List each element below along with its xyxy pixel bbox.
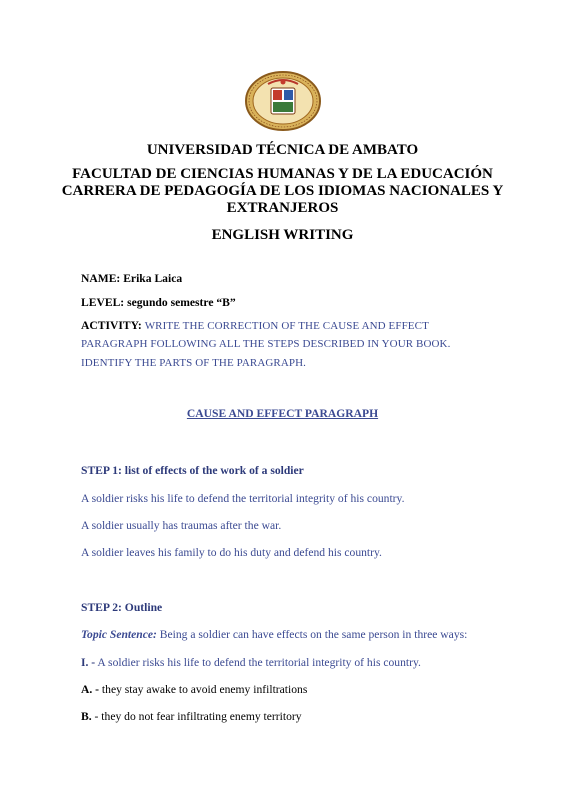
level-label: LEVEL: <box>81 296 125 309</box>
step2-title: STEP 2: Outline <box>81 601 163 614</box>
step1-item-1: A soldier risks his life to defend the territorial integrity of his country. <box>81 492 405 505</box>
point-b-label: B. <box>81 710 92 723</box>
university-name: UNIVERSIDAD TÉCNICA DE AMBATO <box>146 142 419 158</box>
topic-text: Being a soldier can have effects on the same person in three ways: <box>156 628 468 641</box>
point-a-text: they stay awake to avoid enemy infiltrations <box>99 683 308 696</box>
point1-text: A soldier risks his life to defend the territorial integrity of his country. <box>95 656 421 669</box>
activity-line-1 <box>81 319 429 332</box>
university-seal-logo <box>244 70 322 132</box>
outline-point-b <box>81 710 302 723</box>
activity-label: ACTIVITY: <box>81 319 142 332</box>
level-line <box>81 296 236 309</box>
faculty-line-3: EXTRANJEROS <box>226 200 339 216</box>
name-label: NAME: <box>81 272 121 285</box>
activity-line-2: PARAGRAPH FOLLOWING ALL THE STEPS DESCRIBED IN YOUR BOOK. <box>81 338 451 350</box>
activity-text-1: WRITE THE CORRECTION OF THE CAUSE AND EFFECT <box>144 320 429 332</box>
course-title: ENGLISH WRITING <box>211 227 354 243</box>
outline-point-1 <box>81 656 421 669</box>
outline-point-a <box>81 683 307 696</box>
name-value: Erika Laica <box>123 272 183 285</box>
faculty-heading <box>0 166 565 217</box>
level-value: segundo semestre “B” <box>127 296 236 309</box>
faculty-line-1: FACULTAD DE CIENCIAS HUMANAS Y DE LA EDUCACIÓN <box>72 166 493 182</box>
faculty-line-2: CARRERA DE PEDAGOGÍA DE LOS IDIOMAS NACIONALES Y <box>61 183 504 199</box>
point-a-label: A. - <box>81 683 100 696</box>
step1-item-3: A soldier leaves his family to do his duty and defend his country. <box>81 546 382 559</box>
topic-sentence <box>81 628 467 641</box>
step1-title: STEP 1: list of effects of the work of a soldier <box>81 464 304 477</box>
point-b-text: - they do not fear infiltrating enemy territory <box>91 710 302 723</box>
name-line <box>81 272 182 285</box>
step1-item-2: A soldier usually has traumas after the war. <box>81 519 282 532</box>
topic-label: Topic Sentence: <box>81 628 157 641</box>
section-title: CAUSE AND EFFECT PARAGRAPH <box>186 407 379 420</box>
point1-label: I. - <box>81 656 96 669</box>
activity-line-3: IDENTIFY THE PARTS OF THE PARAGRAPH. <box>81 357 307 369</box>
